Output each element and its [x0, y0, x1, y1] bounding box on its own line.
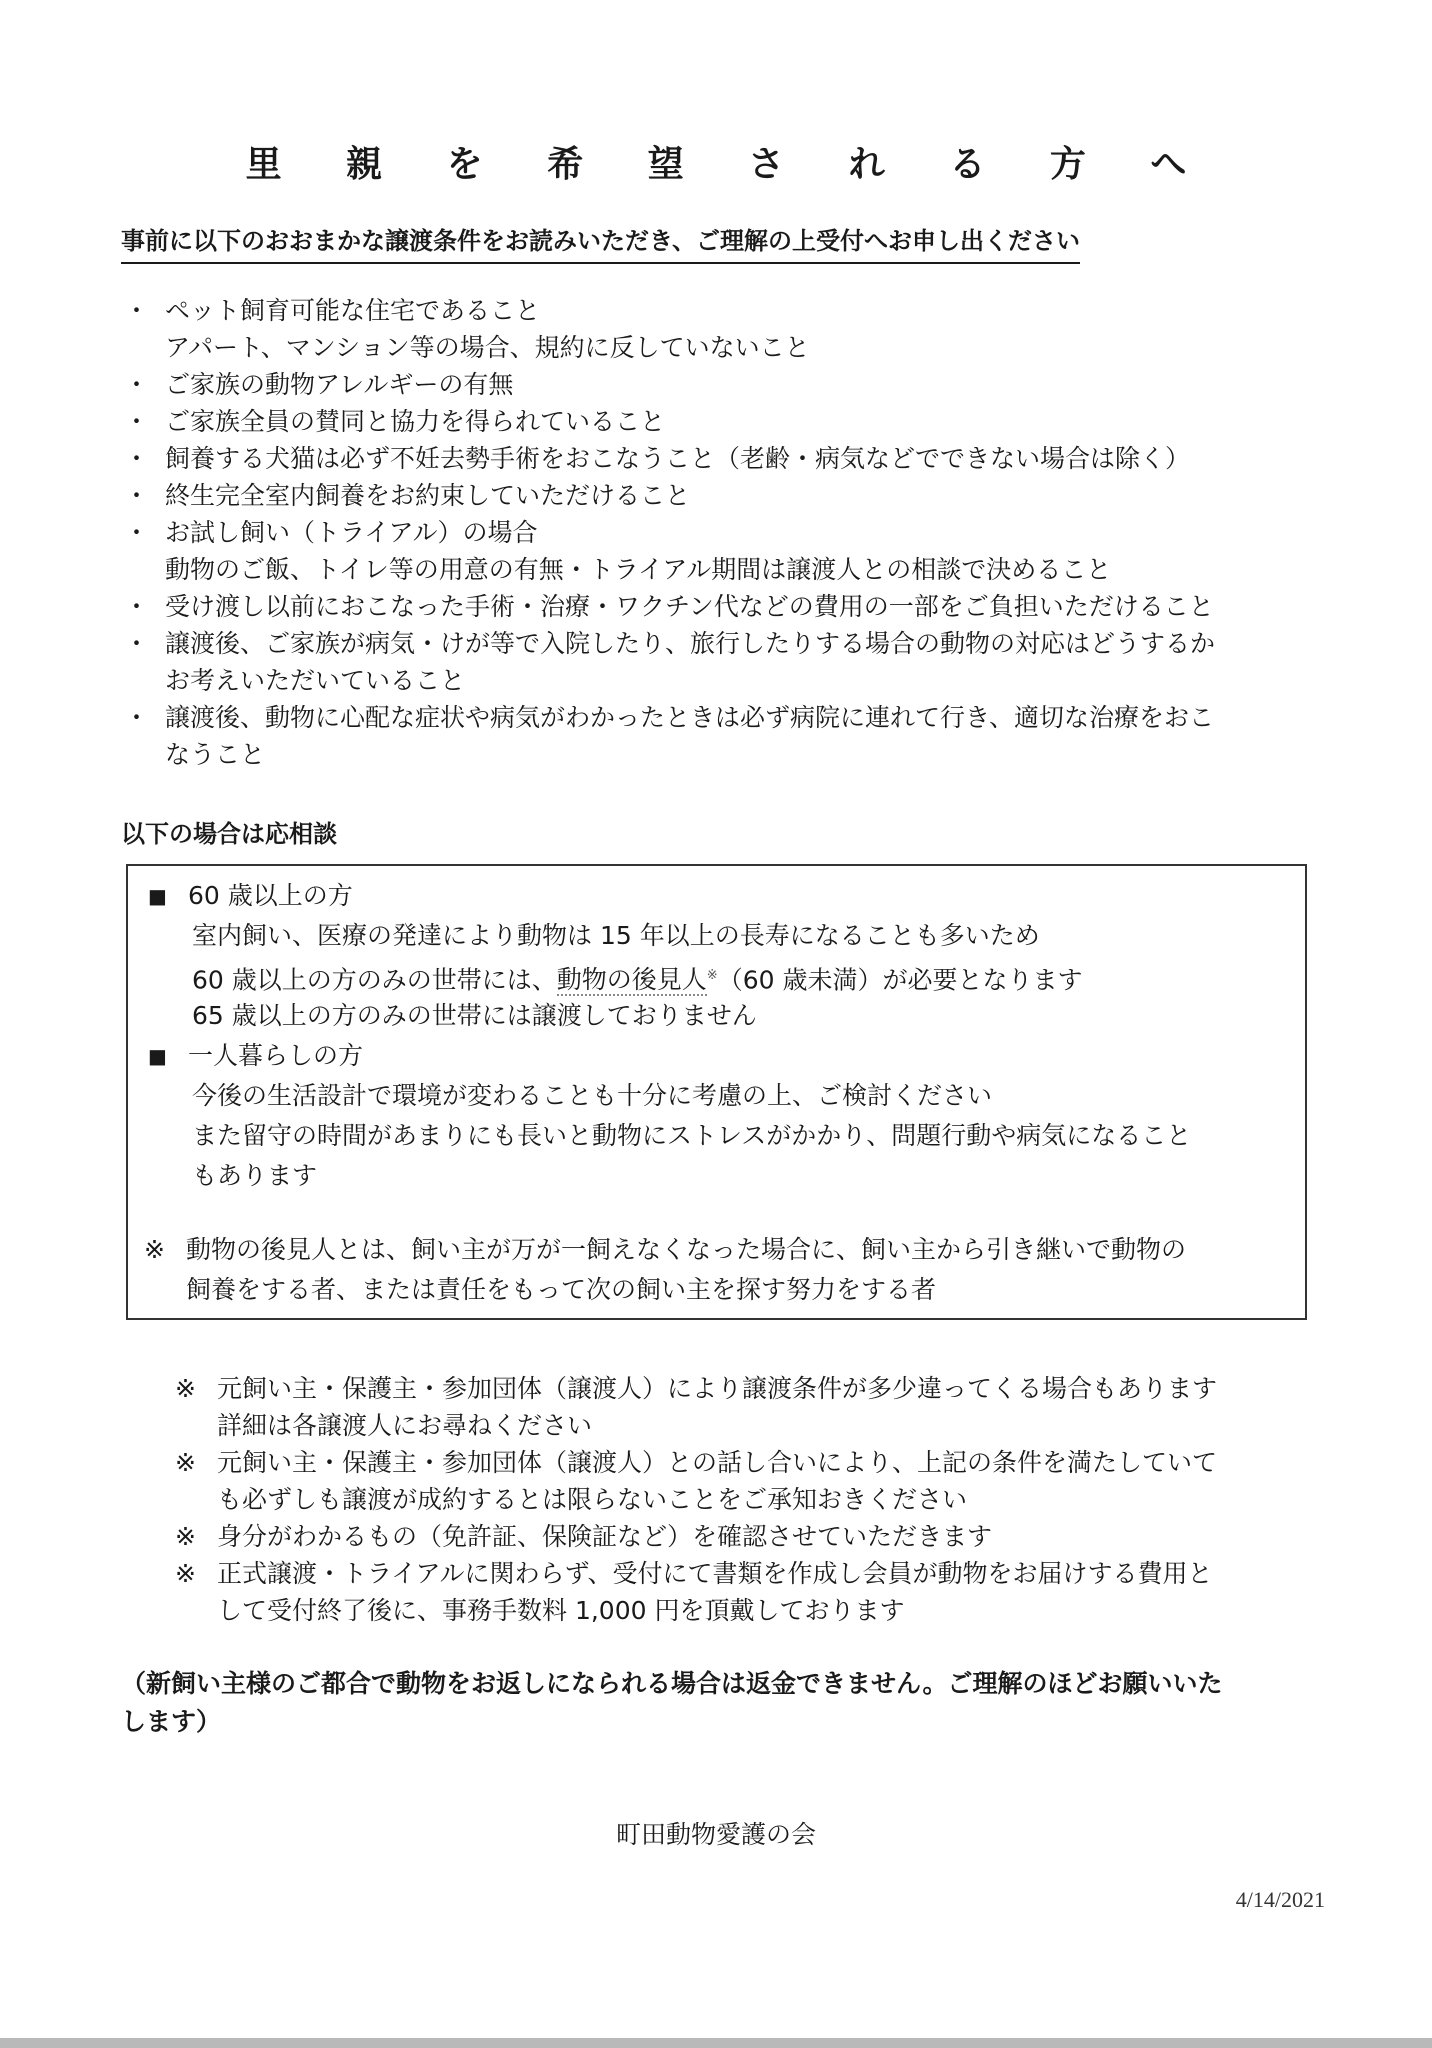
single-line: 今後の生活設計で環境が変わることも十分に考慮の上、ご検討ください: [192, 1081, 993, 1110]
condition-line: ご家族全員の賛同と協力を得られていること: [165, 407, 666, 436]
condition-line: 譲渡後、ご家族が病気・けが等で入院したり、旅行したりする場合の動物の対応はどうするか: [165, 629, 1216, 658]
consult-heading: 以下の場合は応相談: [121, 820, 337, 848]
condition-line: ご家族の動物アレルギーの有無: [165, 370, 514, 399]
senior-line: 室内飼い、医療の発達により動物は 15 年以上の長寿になることも多いため: [192, 921, 1040, 950]
condition-line: お試し飼い（トライアル）の場合: [165, 518, 538, 547]
condition-line: なうこと: [165, 740, 266, 769]
document-date: 4/14/2021: [1235, 1887, 1325, 1912]
note-line: 身分がわかるもの（免許証、保険証など）を確認させていただきます: [217, 1522, 993, 1551]
single-title: 一人暮らしの方: [188, 1041, 364, 1070]
footnote-line: 飼養をする者、または責任をもって次の飼い主を探す努力をする者: [186, 1275, 937, 1304]
footnote-line: 動物の後見人とは、飼い主が万が一飼えなくなった場合に、飼い主から引き継いで動物の: [186, 1235, 1187, 1264]
organization-name: 町田動物愛護の会: [615, 1820, 816, 1849]
condition-line: 譲渡後、動物に心配な症状や病気がわかったときは必ず病院に連れて行き、適切な治療をおこ: [165, 703, 1215, 732]
bullet-dot-icon: ・: [124, 444, 150, 473]
bullet-dot-icon: ・: [124, 592, 150, 621]
note-line: も必ずしも譲渡が成約するとは限らないことをご承知おきください: [217, 1485, 968, 1514]
footnote-mark-icon: ※: [144, 1235, 165, 1264]
single-line: もあります: [192, 1161, 318, 1190]
single-line: また留守の時間があまりにも長いと動物にストレスがかかり、問題行動や病気になること: [192, 1121, 1192, 1150]
note-mark-icon: ※: [175, 1559, 196, 1588]
note-mark-icon: ※: [175, 1522, 196, 1551]
condition-line: ペット飼育可能な住宅であること: [165, 296, 541, 325]
condition-line: 飼養する犬猫は必ず不妊去勢手術をおこなうこと（老齢・病気などでできない場合は除く）: [165, 444, 1191, 473]
bullet-dot-icon: ・: [124, 629, 150, 658]
square-bullet-icon: ■: [148, 1044, 167, 1068]
note-line: 正式譲渡・トライアルに関わらず、受付にて書類を作成し会員が動物をお届けする費用と: [217, 1559, 1213, 1588]
condition-line: お考えいただいていること: [165, 666, 466, 695]
senior-line-text: 60 歳以上の方のみの世帯には、: [192, 965, 557, 995]
page-bottom-edge: [0, 2038, 1432, 2048]
page-title: 里 親 を 希 望 さ れ る 方 へ: [245, 144, 1213, 185]
senior-line: 65 歳以上の方のみの世帯には譲渡しておりません: [192, 1001, 757, 1030]
page-subtitle: 事前に以下のおおまかな譲渡条件をお読みいただき、ご理解の上受付へお申し出ください: [121, 221, 1080, 264]
note-line: 元飼い主・保護主・参加団体（譲渡人）により譲渡条件が多少違ってくる場合もあります: [217, 1374, 1218, 1403]
senior-line: [192, 956, 1082, 1000]
bullet-dot-icon: ・: [124, 296, 150, 325]
note-line: して受付終了後に、事務手数料 1,000 円を頂戴しております: [217, 1596, 905, 1625]
senior-title: 60 歳以上の方: [188, 881, 353, 910]
consult-box: [126, 864, 1307, 1320]
bullet-dot-icon: ・: [124, 703, 150, 732]
note-mark-icon: ※: [175, 1374, 196, 1403]
bullet-dot-icon: ・: [124, 407, 150, 436]
condition-line: 動物のご飯、トイレ等の用意の有無・トライアル期間は譲渡人との相談で決めること: [165, 555, 1112, 584]
note-line: 元飼い主・保護主・参加団体（譲渡人）との話し合いにより、上記の条件を満たしていて: [217, 1448, 1218, 1477]
guardian-term: 動物の後見人: [556, 965, 707, 995]
refund-note: （新飼い主様のご都合で動物をお返しになられる場合は返金できません。ご理解のほどお願いいた: [121, 1669, 1223, 1698]
refund-note: します）: [121, 1707, 222, 1736]
bullet-dot-icon: ・: [124, 370, 150, 399]
note-mark-icon: ※: [175, 1448, 196, 1477]
condition-line: 終生完全室内飼養をお約束していただけること: [165, 481, 691, 510]
note-line: 詳細は各譲渡人にお尋ねください: [217, 1411, 593, 1440]
condition-line: アパート、マンション等の場合、規約に反していないこと: [165, 333, 810, 362]
square-bullet-icon: ■: [148, 884, 167, 908]
senior-line-text: （60 歳未満）が必要となります: [717, 965, 1083, 995]
bullet-dot-icon: ・: [124, 518, 150, 547]
note-mark-icon: ※: [706, 968, 718, 983]
bullet-dot-icon: ・: [124, 481, 150, 510]
condition-line: 受け渡し以前におこなった手術・治療・ワクチン代などの費用の一部をご負担いただけること: [165, 592, 1214, 621]
